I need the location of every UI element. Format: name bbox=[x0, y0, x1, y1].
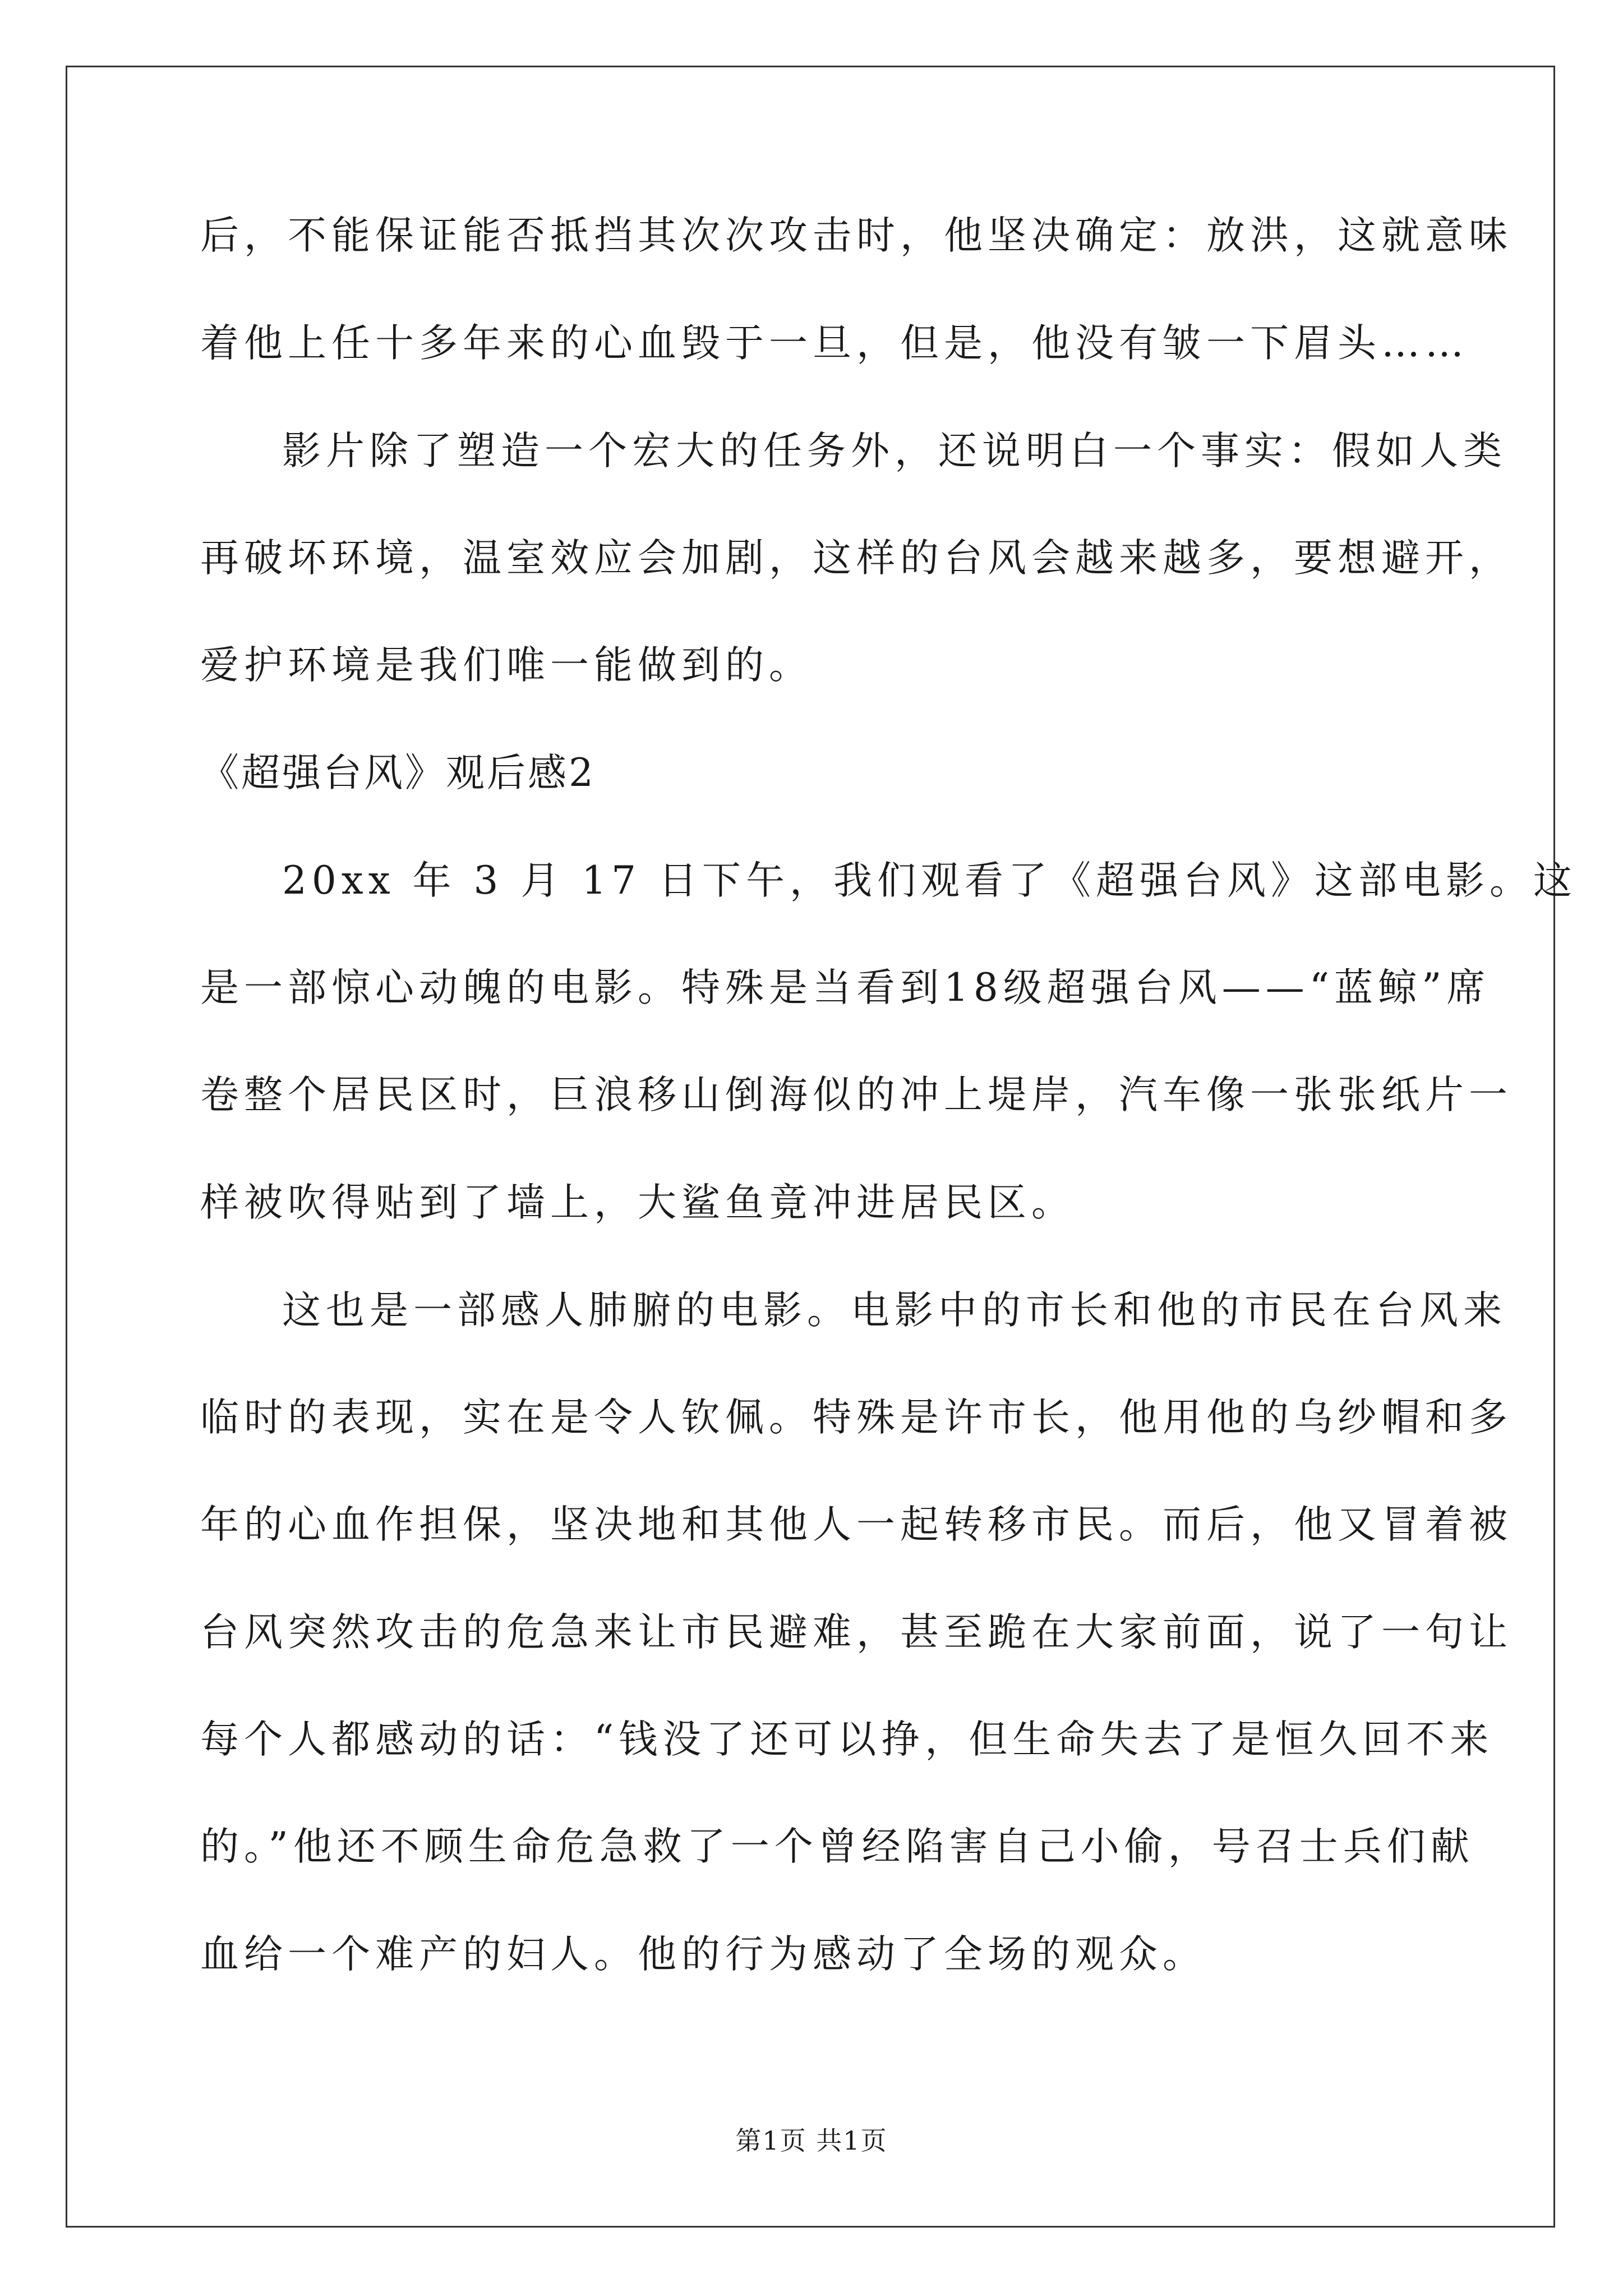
text-line: 临时的表现，实在是令人钦佩。特殊是许市长，他用他的乌纱帽和多 bbox=[200, 1395, 1513, 1440]
page-border bbox=[66, 66, 1555, 2228]
text-line: 后，不能保证能否抵挡其次次攻击时，他坚决确定：放洪，这就意味 bbox=[200, 213, 1513, 258]
text-line: 年的心血作担保，坚决地和其他人一起转移市民。而后，他又冒着被 bbox=[200, 1502, 1513, 1547]
page-footer: 第1页 共1页 bbox=[735, 2125, 888, 2156]
text-line: 样被吹得贴到了墙上，大鲨鱼竟冲进居民区。 bbox=[200, 1180, 1075, 1225]
text-line: 再破坏环境，温室效应会加剧，这样的台风会越来越多，要想避开， bbox=[200, 536, 1513, 581]
paragraph-start-line: 影片除了塑造一个宏大的任务外，还说明白一个事实：假如人类 bbox=[282, 429, 1507, 473]
text-line: 台风突然攻击的危急来让市民避难，甚至跪在大家前面，说了一句让 bbox=[200, 1610, 1513, 1655]
paragraph-start-line: 这也是一部感人肺腑的电影。电影中的市长和他的市民在台风来 bbox=[282, 1288, 1507, 1333]
text-line: 卷整个居民区时，巨浪移山倒海似的冲上堤岸，汽车像一张张纸片一 bbox=[200, 1073, 1513, 1117]
text-line: 是一部惊心动魄的电影。特殊是当看到18级超强台风——“蓝鲸”席 bbox=[200, 965, 1491, 1010]
text-line: 的。”他还不顾生命危急救了一个曾经陷害自己小偷，号召士兵们献 bbox=[200, 1824, 1474, 1869]
text-line: 血给一个难产的妇人。他的行为感动了全场的观众。 bbox=[200, 1932, 1206, 1977]
paragraph-start-line: 20xx 年 3 月 17 日下午，我们观看了《超强台风》这部电影。这 bbox=[282, 858, 1577, 903]
section-heading: 《超强台风》观后感2 bbox=[200, 751, 596, 795]
text-line: 每个人都感动的话：“钱没了还可以挣，但生命失去了是恒久回不来 bbox=[200, 1717, 1494, 1762]
text-line: 爱护环境是我们唯一能做到的。 bbox=[200, 643, 813, 688]
text-line: 着他上任十多年来的心血毁于一旦，但是，他没有皱一下眉头…… bbox=[200, 321, 1469, 366]
